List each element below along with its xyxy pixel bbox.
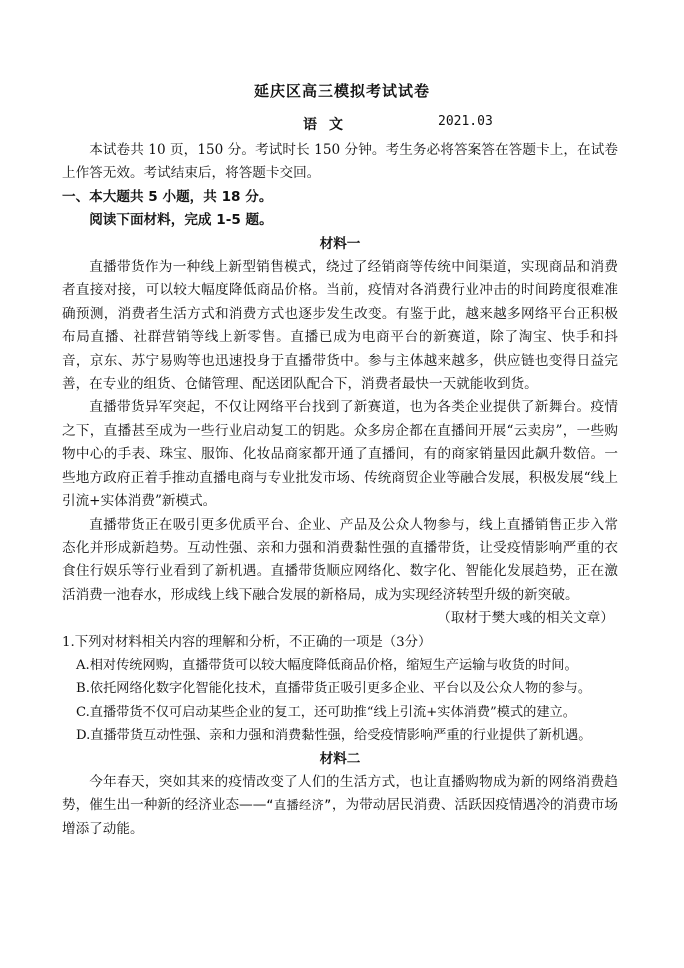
section-heading: 一、本大题共 5 小题，共 18 分。	[62, 188, 273, 205]
material-1-heading: 材料一	[319, 235, 361, 252]
exam-title: 延庆区高三模拟考试试卷	[253, 82, 430, 100]
material-1-paragraph: 直播带货正在吸引更多优质平台、企业、产品及公众人物参与，线上直播销售正步入常态化并形成新趋势。互动性强、亲和力强和消费黏性强的直播带货，让受疫情影响严重的衣食住行娱乐等行业看到了新机遇。直播带货顺应网络化、数字化、智能化发展趋势，正在激活消费一池春水，形成线上线下融合发展的新格局，成为实现经济转型升级的新突破。	[62, 516, 618, 603]
reading-instruction: 阅读下面材料，完成 1-5 题。	[89, 212, 273, 229]
material-1-paragraph: 直播带货异军突起，不仅让网络平台找到了新赛道，也为各类企业提供了新舞台。疫情之下，直播甚至成为一些行业启动复工的钥匙。众多房企都在直播间开展“云卖房”，一些购物中心的手表、珠宝、服饰、化妆品商家都开通了直播间，有的商家销量因此飙升数倍。一些地方政府正着手推动直播电商与专业批发市场、传统商贸企业等融合发展，积极发展“线上引流+实体消费”新模式。	[62, 399, 618, 510]
question-1-option-a: A.相对传统网购，直播带货可以较大幅度降低商品价格，缩短生产运输与收货的时间。	[76, 657, 578, 673]
material-2-quote: “直播经济”	[266, 798, 332, 813]
question-1-option-c: C.直播带货不仅可启动某些企业的复工，还可助推“线上引流+实体消费”模式的建立。	[76, 704, 576, 720]
subject-label: 语文	[303, 117, 355, 133]
material-2-heading: 材料二	[319, 750, 361, 767]
material-2-text-b: ，为带动居民消费、活跃因疫情遇冷的消费市场增添了动能。	[62, 797, 619, 837]
exam-body	[62, 139, 618, 841]
material-1-paragraph: 直播带货作为一种线上新型销售模式，绕过了经销商等传统中间渠道，实现商品和消费者直接对接，可以较大幅度降低商品价格。当前，疫情对各消费行业冲击的时间跨度很难准确预测，消费者生活方式和消费方式也逐步发生改变。有鉴于此，越来越多网络平台正积极布局直播、社群营销等线上新零售。直播已成为电商平台的新赛道，除了淘宝、快手和抖音，京东、苏宁易购等也迅速投身于直播带货中。参与主体越来越多，供应链也变得日益完善，在专业的组货、仓储管理、配送团队配合下，消费者最快一天就能收到货。	[62, 259, 618, 393]
material-1-source: （取材于樊大彧的相关文章）	[437, 610, 614, 627]
material-2-paragraph	[62, 771, 618, 841]
material-2-text-a: 今年春天，突如其来的疫情改变了人们的生活方式，也让直播购物成为新的网络消费趋势，催生出一种新的经济业态——	[62, 773, 618, 814]
subject-line	[0, 114, 684, 134]
question-1-stem: 1.下列对材料相关内容的理解和分析，不正确的一项是（3分）	[62, 634, 432, 650]
question-1-option-d: D.直播带货互动性强、亲和力强和消费黏性强，给受疫情影响严重的行业提供了新机遇。	[76, 728, 592, 744]
question-1-option-b: B.依托网络化数字化智能化技术，直播带货正吸引更多企业、平台以及公众人物的参与。	[76, 681, 592, 697]
exam-instructions: 本试卷共 10 页，150 分。考试时长 150 分钟。考生务必将答案答在答题卡上，在试卷上作答无效。考试结束后，将答题卡交回。	[62, 142, 618, 182]
exam-date: 2021.03	[438, 114, 493, 129]
